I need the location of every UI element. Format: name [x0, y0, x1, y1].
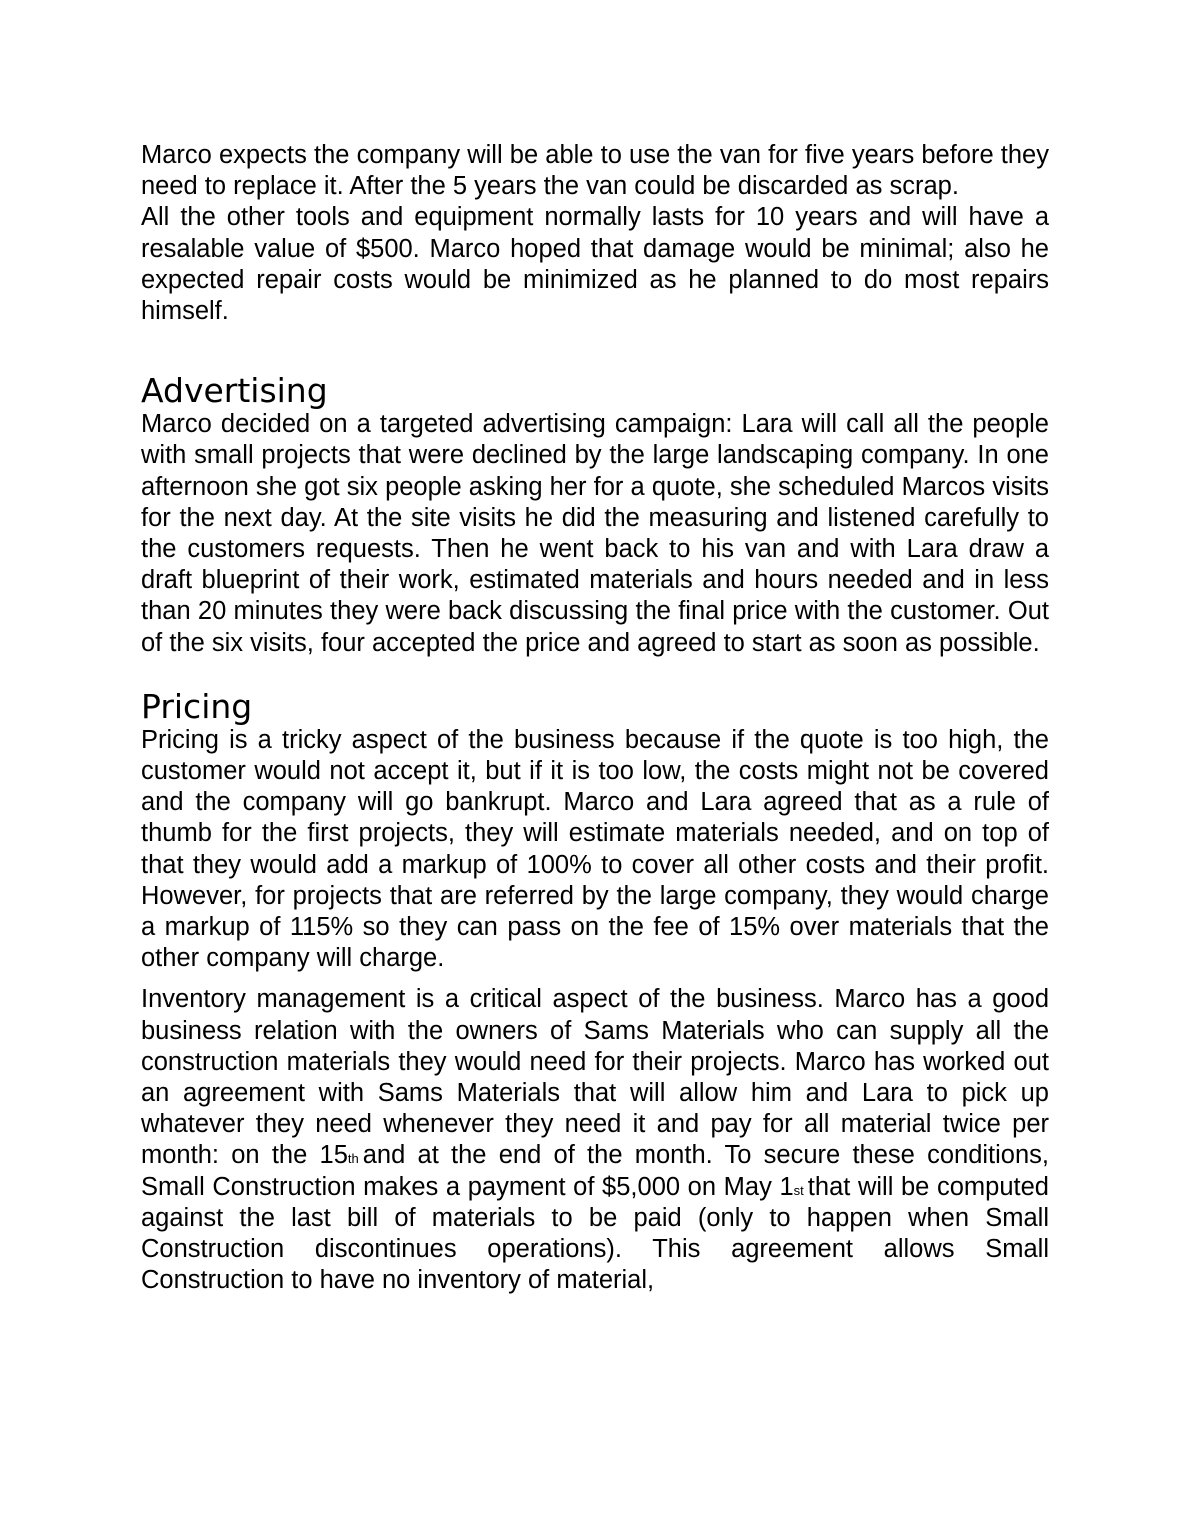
intro-paragraph-van: Marco expects the company will be able to use the van for five years before they need to replace it. After the 5 years the van could be discarded as scrap.: [141, 141, 1049, 201]
pricing-paragraph: Pricing is a tricky aspect of the business because if the quote is too high, the customer would not accept it, but if it is too low, the costs might not be covered and the company will go bankrupt. Marco and Lara agreed that as a rule of thumb for the first projects, they will estimate materials needed, and on top of that they would add a markup of 100% to cover all other costs and their profit. However, for projects that are referred by the large company, they would charge a markup of 115% so they can pass on the fee of 15% over materials that the other company will charge.: [141, 725, 1049, 973]
inventory-text-part-3: that will be computed against the last bill of materials to be paid (only to happen when Small Construction discontinues operations). This agreement allows Small Construction to have no inventory of material,: [141, 1172, 1049, 1295]
intro-paragraph-tools: All the other tools and equipment normally lasts for 10 years and will have a resalable value of $500. Marco hoped that damage would be minimal; also he expected repair costs would be minimized as he planned to do most repairs himself.: [141, 203, 1049, 326]
inventory-text-part-1: Inventory management is a critical aspect of the business. Marco has a good business relation with the owners of Sams Materials who can supply all the construction materials they would need for their projects. Marco has worked out an agreement with Sams Materials that will allow him and Lara to pick up whatever they need whenever they need it and pay for all material twice per month: on the 15: [141, 985, 1049, 1170]
inventory-text-part-2: and at the end of the month. To secure these conditions, Small Construction makes a payment of $5,000 on May 1: [141, 1141, 1050, 1201]
document-page: [141, 140, 1049, 1297]
superscript-th: th: [347, 1151, 359, 1167]
advertising-paragraph: Marco decided on a targeted advertising campaign: Lara will call all the people with small projects that were declined by the large landscaping company. In one afternoon she got six people asking her for a quote, she scheduled Marcos visits for the next day. At the site visits he did the measuring and listened carefully to the customers requests. Then he went back to his van and with Lara draw a draft blueprint of their work, estimated materials and hours needed and in less than 20 minutes they were back discussing the final price with the customer. Out of the six visits, four accepted the price and agreed to start as soon as possible.: [141, 410, 1049, 657]
inventory-paragraph: [141, 984, 1049, 1296]
pricing-heading: Pricing: [141, 686, 253, 726]
advertising-heading: Advertising: [141, 371, 328, 411]
superscript-st: st: [793, 1182, 804, 1198]
